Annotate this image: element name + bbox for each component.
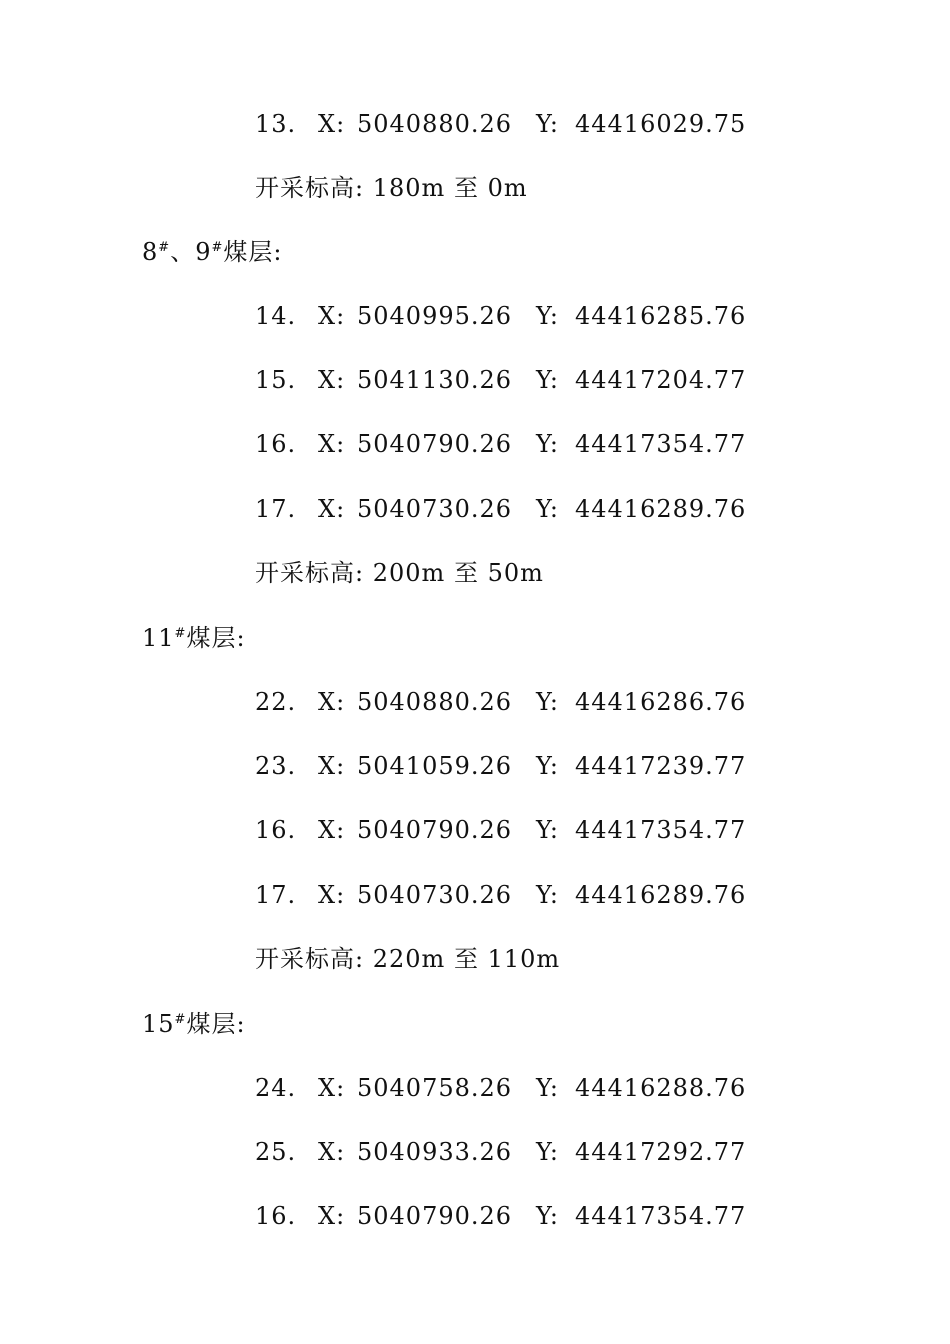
seam-heading [142, 618, 246, 658]
x-label: X: [318, 1138, 346, 1166]
elevation-separator: 至 [453, 945, 479, 973]
x-label: X: [318, 881, 346, 909]
x-label: X: [318, 110, 346, 138]
elevation-label: 开采标高: [255, 174, 365, 202]
y-value: 44417292.77 [575, 1138, 747, 1166]
y-label: Y: [536, 430, 559, 458]
mining-elevation-line [255, 939, 560, 979]
y-label: Y: [536, 110, 559, 138]
point-number: 14. [255, 302, 297, 330]
elevation-to: 110m [487, 945, 561, 973]
y-label: Y: [536, 1138, 559, 1166]
y-label: Y: [536, 881, 559, 909]
seam-mark: # [158, 240, 171, 255]
point-number: 16. [255, 430, 297, 458]
elevation-label: 开采标高: [255, 559, 365, 587]
elevation-from: 200m [372, 559, 446, 587]
elevation-from: 220m [372, 945, 446, 973]
seam-mark: # [174, 1012, 187, 1027]
seam-suffix: 煤层: [186, 624, 246, 652]
point-number: 16. [255, 816, 297, 844]
seam-mark: # [211, 240, 224, 255]
seam-suffix: 煤层: [223, 238, 283, 266]
x-value: 5040995.26 [357, 302, 513, 330]
x-value: 5040790.26 [357, 430, 513, 458]
x-label: X: [318, 688, 346, 716]
y-value: 44417354.77 [575, 430, 747, 458]
y-label: Y: [536, 688, 559, 716]
x-value: 5040730.26 [357, 495, 513, 523]
seam-name: 11 [142, 624, 175, 652]
y-label: Y: [536, 302, 559, 330]
point-number: 13. [255, 110, 297, 138]
x-value: 5040758.26 [357, 1074, 513, 1102]
seam-name: 8 [142, 238, 159, 266]
mining-elevation-line [255, 168, 528, 208]
point-number: 17. [255, 495, 297, 523]
y-value: 44416289.76 [575, 881, 747, 909]
y-value: 44416288.76 [575, 1074, 747, 1102]
x-label: X: [318, 366, 346, 394]
x-value: 5040790.26 [357, 816, 513, 844]
elevation-label: 开采标高: [255, 945, 365, 973]
x-value: 5040880.26 [357, 688, 513, 716]
y-label: Y: [536, 752, 559, 780]
point-number: 16. [255, 1202, 297, 1230]
x-value: 5041130.26 [357, 366, 513, 394]
x-value: 5040790.26 [357, 1202, 513, 1230]
point-number: 23. [255, 752, 297, 780]
elevation-to: 50m [487, 559, 544, 587]
seam-mark: # [174, 626, 187, 641]
y-label: Y: [536, 816, 559, 844]
x-label: X: [318, 816, 346, 844]
x-value: 5040880.26 [357, 110, 513, 138]
y-label: Y: [536, 366, 559, 394]
seam-heading [142, 1004, 246, 1044]
seam-suffix: 煤层: [186, 1010, 246, 1038]
y-value: 44417354.77 [575, 816, 747, 844]
seam-joiner: 、 [170, 238, 196, 266]
y-value: 44416285.76 [575, 302, 747, 330]
point-number: 15. [255, 366, 297, 394]
elevation-from: 180m [372, 174, 446, 202]
y-label: Y: [536, 495, 559, 523]
x-label: X: [318, 302, 346, 330]
elevation-separator: 至 [453, 174, 479, 202]
y-value: 44416029.75 [575, 110, 747, 138]
x-label: X: [318, 1074, 346, 1102]
y-label: Y: [536, 1074, 559, 1102]
y-label: Y: [536, 1202, 559, 1230]
y-value: 44417239.77 [575, 752, 747, 780]
seam-name: 9 [195, 238, 212, 266]
mining-elevation-line [255, 553, 544, 593]
seam-name: 15 [142, 1010, 175, 1038]
point-number: 17. [255, 881, 297, 909]
y-value: 44417354.77 [575, 1202, 747, 1230]
seam-heading [142, 232, 282, 272]
x-value: 5040730.26 [357, 881, 513, 909]
point-number: 25. [255, 1138, 297, 1166]
y-value: 44416289.76 [575, 495, 747, 523]
elevation-separator: 至 [453, 559, 479, 587]
y-value: 44417204.77 [575, 366, 747, 394]
x-label: X: [318, 752, 346, 780]
elevation-to: 0m [487, 174, 528, 202]
point-number: 24. [255, 1074, 297, 1102]
y-value: 44416286.76 [575, 688, 747, 716]
x-label: X: [318, 430, 346, 458]
x-label: X: [318, 495, 346, 523]
x-label: X: [318, 1202, 346, 1230]
point-number: 22. [255, 688, 297, 716]
x-value: 5040933.26 [357, 1138, 513, 1166]
x-value: 5041059.26 [357, 752, 513, 780]
